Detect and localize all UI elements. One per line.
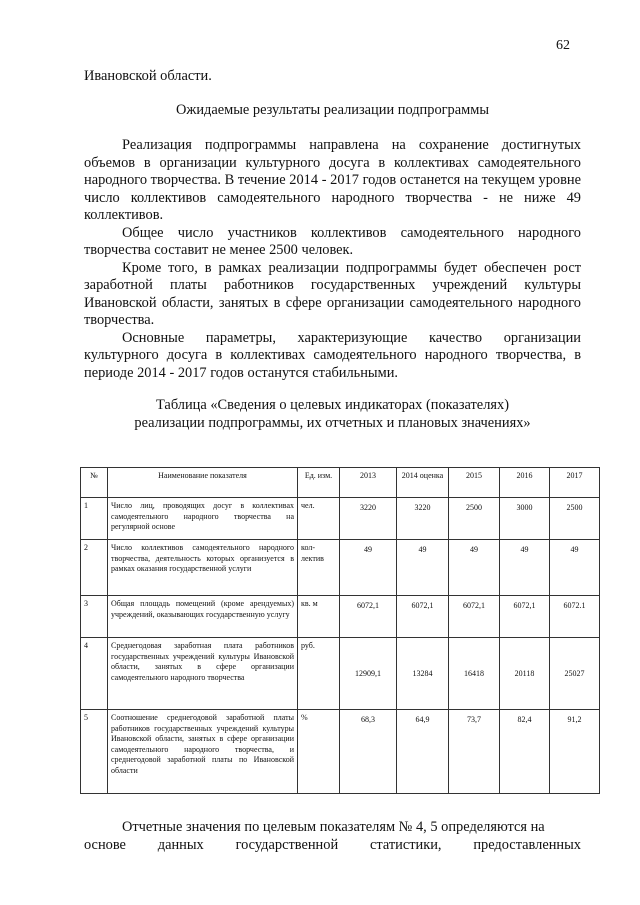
value-2015: 2500 bbox=[449, 498, 500, 540]
table-title bbox=[84, 397, 581, 432]
value-2013: 68,3 bbox=[340, 710, 397, 794]
header-2013: 2013 bbox=[340, 468, 397, 498]
value-2017: 91,2 bbox=[550, 710, 600, 794]
table-title-line: реализации подпрограммы, их отчетных и плановых значениях» bbox=[134, 414, 531, 431]
value-2014: 6072,1 bbox=[397, 596, 449, 638]
value-2013: 12909,1 bbox=[340, 638, 397, 710]
paragraph: Общее число участников коллективов самодеятельного народного творчества составит не менее 2500 человек. bbox=[84, 224, 581, 258]
value-2016: 6072,1 bbox=[500, 596, 550, 638]
table-title-line: Таблица «Сведения о целевых индикаторах (показателях) bbox=[156, 397, 509, 413]
header-2017: 2017 bbox=[550, 468, 600, 498]
table-row bbox=[81, 710, 600, 794]
value-2014: 64,9 bbox=[397, 710, 449, 794]
value-2017: 2500 bbox=[550, 498, 600, 540]
table-header-row bbox=[81, 468, 600, 498]
row-unit: % bbox=[298, 710, 340, 794]
table-row bbox=[81, 540, 600, 596]
row-unit: кол-лектив bbox=[298, 540, 340, 596]
value-2017: 25027 bbox=[550, 638, 600, 710]
table-row bbox=[81, 638, 600, 710]
row-num: 4 bbox=[81, 638, 108, 710]
row-name: Среднегодовая заработная плата работников государственных учреждений культуры Ивановской области, занятых в сфере организации самодеятельного народного творчества bbox=[108, 638, 298, 710]
value-2013: 49 bbox=[340, 540, 397, 596]
value-2016: 82,4 bbox=[500, 710, 550, 794]
value-2017: 49 bbox=[550, 540, 600, 596]
header-num: № bbox=[81, 468, 108, 498]
page-number: 62 bbox=[556, 38, 570, 53]
row-num: 1 bbox=[81, 498, 108, 540]
continuation-line: Ивановской области. bbox=[84, 68, 212, 84]
value-2014: 3220 bbox=[397, 498, 449, 540]
paragraph: Реализация подпрограммы направлена на сохранение достигнутых объемов в организации культурного досуга в коллективах самодеятельного народного творчества. В течение 2014 - 2017 годов останется на текущем уровне число коллективов самодеятельного народного творчества - не ниже 49 коллективов. bbox=[84, 137, 581, 223]
value-2016: 20118 bbox=[500, 638, 550, 710]
value-2016: 3000 bbox=[500, 498, 550, 540]
paragraph: Основные параметры, характеризующие качество организации культурного досуга в коллективах самодеятельного народного творчества, в периоде 2014 - 2017 годов останутся стабильными. bbox=[84, 329, 581, 381]
row-name: Общая площадь помещений (кроме арендуемых) учреждений, оказывающих государственную услугу bbox=[108, 596, 298, 638]
value-2015: 16418 bbox=[449, 638, 500, 710]
row-name: Соотношение среднегодовой заработной платы работников государственных учреждений культуры Ивановской области, занятых в сфере организации самодеятельного народного творчества, и среднегодовой заработной платы по Ивановской области bbox=[108, 710, 298, 794]
bottom-paragraph bbox=[84, 819, 581, 854]
value-2014: 49 bbox=[397, 540, 449, 596]
row-num: 2 bbox=[81, 540, 108, 596]
row-name: Число коллективов самодеятельного народного творчества, деятельность которых организуется в рамках оказания государственной услуги bbox=[108, 540, 298, 596]
row-unit: чел. bbox=[298, 498, 340, 540]
bottom-line: Отчетные значения по целевым показателям № 4, 5 определяются на bbox=[122, 819, 545, 835]
header-name: Наименование показателя bbox=[108, 468, 298, 498]
header-2014: 2014 оценка bbox=[397, 468, 449, 498]
table-row bbox=[81, 498, 600, 540]
value-2014: 13284 bbox=[397, 638, 449, 710]
value-2017: 6072.1 bbox=[550, 596, 600, 638]
table-row bbox=[81, 596, 600, 638]
value-2013: 6072,1 bbox=[340, 596, 397, 638]
indicators-table bbox=[80, 467, 600, 794]
body-paragraphs bbox=[84, 137, 581, 382]
header-2015: 2015 bbox=[449, 468, 500, 498]
bottom-line: основе данных государственной статистики, предоставленных bbox=[84, 836, 581, 853]
row-unit: кв. м bbox=[298, 596, 340, 638]
header-2016: 2016 bbox=[500, 468, 550, 498]
row-name: Число лиц, проводящих досуг в коллективах самодеятельного народного творчества на регулярной основе bbox=[108, 498, 298, 540]
results-heading: Ожидаемые результаты реализации подпрограммы bbox=[175, 102, 490, 118]
value-2015: 49 bbox=[449, 540, 500, 596]
paragraph: Кроме того, в рамках реализации подпрограммы будет обеспечен рост заработной платы работников государственных учреждений культуры Ивановской области, занятых в сфере организации самодеятельного народного творчества. bbox=[84, 259, 581, 328]
row-unit: руб. bbox=[298, 638, 340, 710]
value-2016: 49 bbox=[500, 540, 550, 596]
value-2013: 3220 bbox=[340, 498, 397, 540]
value-2015: 73,7 bbox=[449, 710, 500, 794]
row-num: 3 bbox=[81, 596, 108, 638]
value-2015: 6072,1 bbox=[449, 596, 500, 638]
row-num: 5 bbox=[81, 710, 108, 794]
header-unit: Ед. изм. bbox=[298, 468, 340, 498]
